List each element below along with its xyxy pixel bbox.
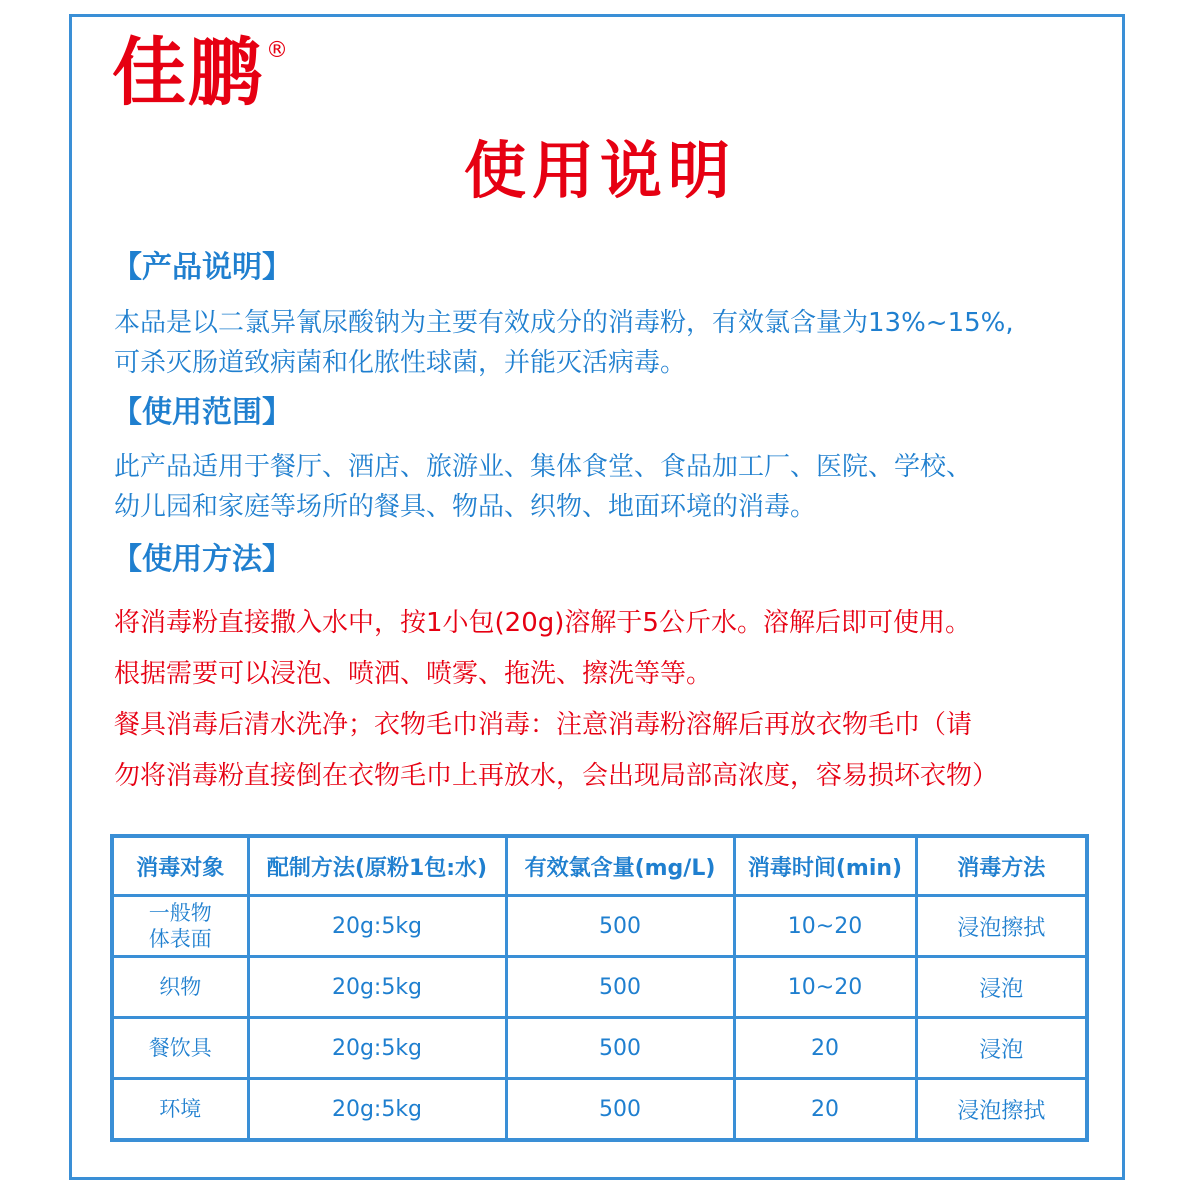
cell-chlorine: 500 bbox=[506, 896, 734, 957]
method-line-3: 餐具消毒后清水洗净；衣物毛巾消毒：注意消毒粉溶解后再放衣物毛巾（请 bbox=[114, 710, 973, 740]
cell-chlorine: 500 bbox=[506, 1079, 734, 1141]
cell-time: 20 bbox=[734, 1018, 916, 1079]
cell-object bbox=[112, 896, 248, 957]
table-row bbox=[112, 1018, 1087, 1079]
table-header-row bbox=[112, 836, 1087, 896]
cell-time: 10~20 bbox=[734, 896, 916, 957]
product-line-1: 本品是以二氯异氰尿酸钠为主要有效成分的消毒粉，有效氯含量为13%~15%, bbox=[114, 308, 1014, 338]
product-description bbox=[114, 303, 1114, 383]
cell-method: 浸泡 bbox=[916, 1018, 1087, 1079]
product-line-2: 可杀灭肠道致病菌和化脓性球菌，并能灭活病毒。 bbox=[114, 348, 687, 378]
table-row bbox=[112, 957, 1087, 1018]
header-ratio: 配制方法(原粉1包:水) bbox=[248, 836, 506, 896]
cell-method: 浸泡 bbox=[916, 957, 1087, 1018]
section-heading-product: 【产品说明】 bbox=[112, 250, 292, 285]
disinfection-table bbox=[110, 834, 1089, 1142]
cell-object-line: 体表面 bbox=[148, 927, 212, 951]
cell-ratio: 20g:5kg bbox=[248, 1018, 506, 1079]
header-object: 消毒对象 bbox=[112, 836, 248, 896]
cell-ratio: 20g:5kg bbox=[248, 1079, 506, 1141]
method-line-2: 根据需要可以浸泡、喷洒、喷雾、拖洗、擦洗等等。 bbox=[114, 659, 713, 689]
cell-ratio: 20g:5kg bbox=[248, 957, 506, 1018]
brand-logo bbox=[112, 30, 290, 116]
scope-description bbox=[114, 447, 1114, 527]
cell-object-line: 一般物 bbox=[148, 901, 212, 925]
table-row bbox=[112, 896, 1087, 957]
header-chlorine: 有效氯含量(mg/L) bbox=[506, 836, 734, 896]
cell-object-line: 织物 bbox=[159, 975, 202, 999]
cell-object bbox=[112, 1079, 248, 1141]
cell-time: 10~20 bbox=[734, 957, 916, 1018]
cell-ratio: 20g:5kg bbox=[248, 896, 506, 957]
scope-line-2: 幼儿园和家庭等场所的餐具、物品、织物、地面环境的消毒。 bbox=[114, 492, 817, 522]
scope-line-1: 此产品适用于餐厅、酒店、旅游业、集体食堂、食品加工厂、医院、学校、 bbox=[114, 452, 973, 482]
cell-object bbox=[112, 957, 248, 1018]
method-line-4: 勿将消毒粉直接倒在衣物毛巾上再放水，会出现局部高浓度，容易损坏衣物） bbox=[114, 761, 999, 791]
method-line-1: 将消毒粉直接撒入水中，按1小包(20g)溶解于5公斤水。溶解后即可使用。 bbox=[114, 608, 971, 638]
cell-object bbox=[112, 1018, 248, 1079]
section-heading-scope: 【使用范围】 bbox=[112, 395, 292, 430]
cell-method: 浸泡擦拭 bbox=[916, 1079, 1087, 1141]
cell-chlorine: 500 bbox=[506, 1018, 734, 1079]
section-heading-method: 【使用方法】 bbox=[112, 542, 292, 577]
cell-method: 浸泡擦拭 bbox=[916, 896, 1087, 957]
cell-object-line: 餐饮具 bbox=[148, 1036, 212, 1060]
registered-mark: ® bbox=[266, 38, 290, 63]
page-title: 使用说明 bbox=[463, 134, 736, 207]
cell-object-line: 环境 bbox=[159, 1097, 202, 1121]
table-row bbox=[112, 1079, 1087, 1141]
cell-time: 20 bbox=[734, 1079, 916, 1141]
header-method: 消毒方法 bbox=[916, 836, 1087, 896]
cell-chlorine: 500 bbox=[506, 957, 734, 1018]
brand-name: 佳鹏 bbox=[112, 30, 264, 116]
header-time: 消毒时间(min) bbox=[734, 836, 916, 896]
